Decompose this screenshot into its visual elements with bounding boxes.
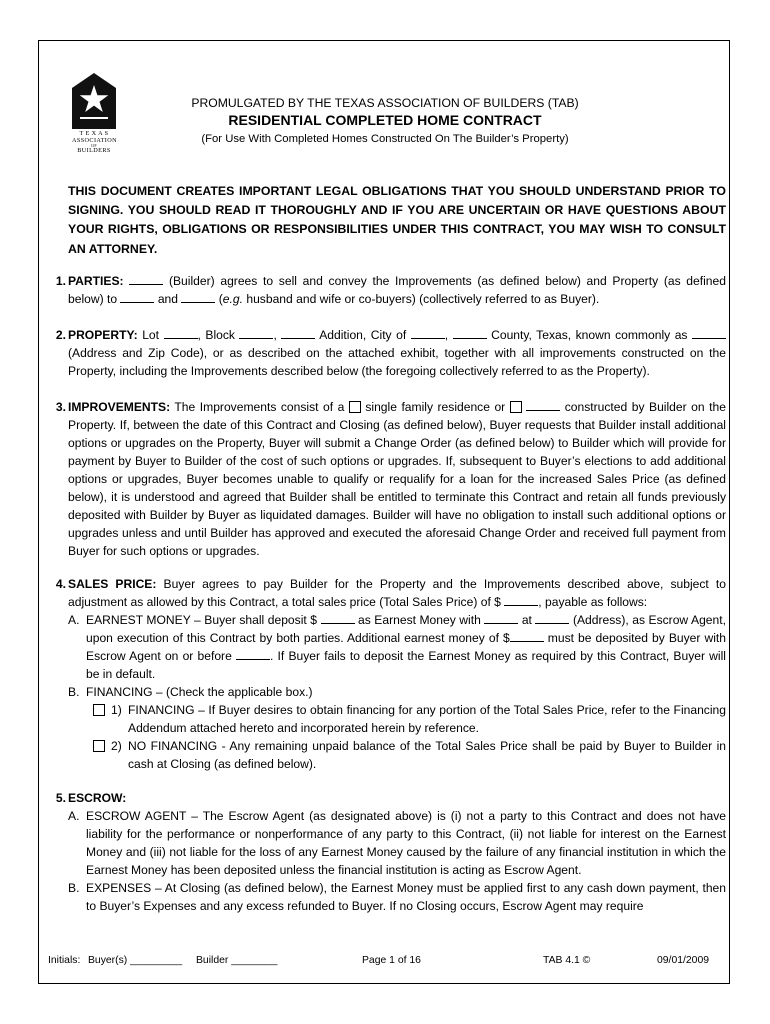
builder-name-blank[interactable] (129, 273, 163, 285)
document-title: RESIDENTIAL COMPLETED HOME CONTRACT (228, 112, 542, 128)
subsection-expenses (68, 879, 726, 915)
financing-checkbox[interactable] (93, 704, 105, 716)
option-number: 1) (111, 703, 122, 717)
logo-line-of: OF (91, 143, 97, 149)
section-number: 3. (55, 400, 66, 414)
section-text: single family residence or (365, 400, 506, 414)
subsection-letter: A. (68, 613, 80, 627)
section-text: at (521, 613, 532, 627)
section-text: . If Buyer fails to deposit the Earnest Money as required by this Contract, Buyer will be in default. (86, 649, 726, 681)
section-text: NO FINANCING - Any remaining unpaid balance of the Total Sales Price shall be paid by Buyer to Builder in cash at Closing (as defined below). (128, 739, 726, 771)
subsection-escrow-agent (68, 807, 726, 879)
footer-page-number: Page 1 of 16 (362, 955, 421, 966)
footer-date: 09/01/2009 (657, 955, 710, 966)
co-buyer-name-blank[interactable] (181, 291, 215, 303)
footer-buyer-initials[interactable]: Buyer(s) _________ (88, 955, 183, 966)
section-label: PARTIES: (68, 274, 124, 288)
addition-blank[interactable] (281, 327, 315, 339)
section-text: EXPENSES – At Closing (as defined below), the Earnest Money must be applied first to any cash down payment, then to Buyer’s Expenses and any excess refunded to Buyer. If no Closing occurs, Escrow Agent may require (86, 881, 726, 913)
block-blank[interactable] (239, 327, 273, 339)
logo-line-builders: BUILDERS (77, 147, 111, 155)
section-label: PROPERTY: (68, 328, 138, 342)
section-number: 2. (55, 328, 66, 342)
other-improvement-checkbox[interactable] (510, 401, 522, 413)
section-number: 1. (55, 274, 66, 288)
financing-option (68, 701, 726, 737)
section-text: constructed by Builder on the Property. If, between the date of this Contract and Closing (as defined below), Buyer requests that Builder install additional options or upgrades on the Property, Buyer will submit a Change Order (as defined below) to Builder which will provide for payment by Buyer to Builder of the cost of such options or upgrades. If, subsequent to Buyer’s elections to add additional options or upgrades, Buyer becomes unable to qualify or requalify for a loan for the increased Sales Price (as defined below), it is understood and agreed that Builder shall be entitled to terminate this Contract and retain all funds previously deposited with Builder by Buyer as liquidated damages. Builder will have no obligation to install such additional options or upgrades unless and until Builder has approved and executed the aforesaid Change Order and received full payment from Buyer for such options or upgrades. (68, 400, 726, 558)
section-text: as Earnest Money with (358, 613, 481, 627)
section-text: EARNEST MONEY – Buyer shall deposit $ (86, 613, 317, 627)
section-text: Addition, City of (319, 328, 407, 342)
section-parties (40, 272, 726, 308)
no-financing-checkbox[interactable] (93, 740, 105, 752)
address-blank[interactable] (692, 327, 726, 339)
section-text: Buyer agrees to pay Builder for the Property and the Improvements described above, subject to adjustment as allowed by this Contract, a total sales price (Total Sales Price) of $ (68, 577, 726, 609)
subsection-earnest-money (68, 611, 726, 683)
section-text: ESCROW AGENT – The Escrow Agent (as designated above) is (i) not a party to this Contract and does not have liability for the performance or nonperformance of any party to this Contract, (ii) not liable for interest on the Earnest Money and (iii) not liable for the loss of any Earnest Money caused by the failure of any financial institution in which the Earnest Money has been deposited unless the financial institution is acting as Escrow Agent. (86, 809, 726, 877)
section-label: IMPROVEMENTS: (68, 400, 171, 414)
footer-form-number: TAB 4.1 © (543, 955, 591, 966)
subsection-financing (68, 683, 726, 701)
document-subtitle: (For Use With Completed Homes Constructed On The Builder’s Property) (201, 133, 569, 145)
section-text: , payable as follows: (538, 595, 648, 609)
section-text: County, Texas, known commonly as (491, 328, 688, 342)
additional-earnest-money-blank[interactable] (510, 630, 544, 642)
section-label: ESCROW: (68, 791, 127, 805)
section-text-italic: e.g. (222, 292, 243, 306)
section-text: , (273, 328, 277, 342)
lot-blank[interactable] (164, 327, 198, 339)
other-improvement-blank[interactable] (526, 399, 560, 411)
subsection-letter: B. (68, 685, 80, 699)
section-text: (Address), as Escrow Agent, upon execution of this Contract by both parties. Additional earnest money of $ (86, 613, 726, 645)
subsection-letter: B. (68, 881, 80, 895)
logo-line-association: ASSOCIATION (72, 136, 117, 144)
subsection-letter: A. (68, 809, 80, 823)
no-financing-option (68, 737, 726, 773)
section-number: 4. (55, 577, 66, 591)
section-text: and (157, 292, 179, 306)
section-text: FINANCING – (Check the applicable box.) (86, 685, 313, 699)
section-text: Lot (142, 328, 159, 342)
section-text: must be deposited by Buyer with Escrow Agent on or before (86, 631, 726, 663)
escrow-address-blank[interactable] (535, 612, 569, 624)
section-text: ( (218, 292, 223, 306)
section-property (40, 326, 726, 380)
section-text: The Improvements consist of a (174, 400, 345, 414)
star-house-icon (72, 73, 116, 129)
promulgated-line: PROMULGATED BY THE TEXAS ASSOCIATION OF BUILDERS (TAB) (191, 96, 579, 110)
single-family-checkbox[interactable] (349, 401, 361, 413)
section-number: 5. (55, 791, 66, 805)
section-text: , (444, 328, 449, 342)
city-blank[interactable] (411, 327, 445, 339)
deposit-date-blank[interactable] (236, 648, 270, 660)
tab-logo (72, 73, 116, 155)
section-text: (Address and Zip Code), or as described on the attached exhibit, together with all improvements constructed on the Property, including the Improvements described below (the foregoing collectively referred to as the Property). (68, 346, 726, 378)
footer-initials-label: Initials: (48, 955, 81, 966)
logo-line-texas: T E X A S (79, 130, 109, 137)
buyer-name-blank[interactable] (120, 291, 154, 303)
footer-builder-initials[interactable]: Builder ________ (196, 955, 278, 966)
section-label: SALES PRICE: (68, 577, 157, 591)
option-number: 2) (111, 739, 122, 753)
section-improvements (40, 398, 726, 560)
section-text: (Builder) agrees to sell and convey the Improvements (as defined below) and Property (as defined below) to (68, 274, 726, 306)
section-text: FINANCING – If Buyer desires to obtain financing for any portion of the Total Sales Price, refer to the Financing Addendum attached hereto and incorporated herein by reference. (128, 703, 726, 735)
escrow-agent-blank[interactable] (484, 612, 518, 624)
section-sales-price (40, 575, 726, 773)
legal-notice: THIS DOCUMENT CREATES IMPORTANT LEGAL OBLIGATIONS THAT YOU SHOULD UNDERSTAND PRIOR TO SIGNING. YOU SHOULD READ IT THOROUGHLY AND IF YOU ARE UNCERTAIN OR HAVE QUESTIONS ABOUT YOUR RIGHTS, OBLIGATIONS OR RESPONSIBILITIES UNDER THIS CONTRACT, YOU MAY WISH TO CONSULT AN ATTORNEY. (68, 184, 726, 256)
section-text: husband and wife or co-buyers) (collectively referred to as Buyer). (246, 292, 600, 306)
section-text: , Block (197, 328, 235, 342)
total-sales-price-blank[interactable] (504, 594, 538, 606)
section-escrow (40, 789, 726, 915)
earnest-money-blank[interactable] (321, 612, 355, 624)
county-blank[interactable] (453, 327, 487, 339)
